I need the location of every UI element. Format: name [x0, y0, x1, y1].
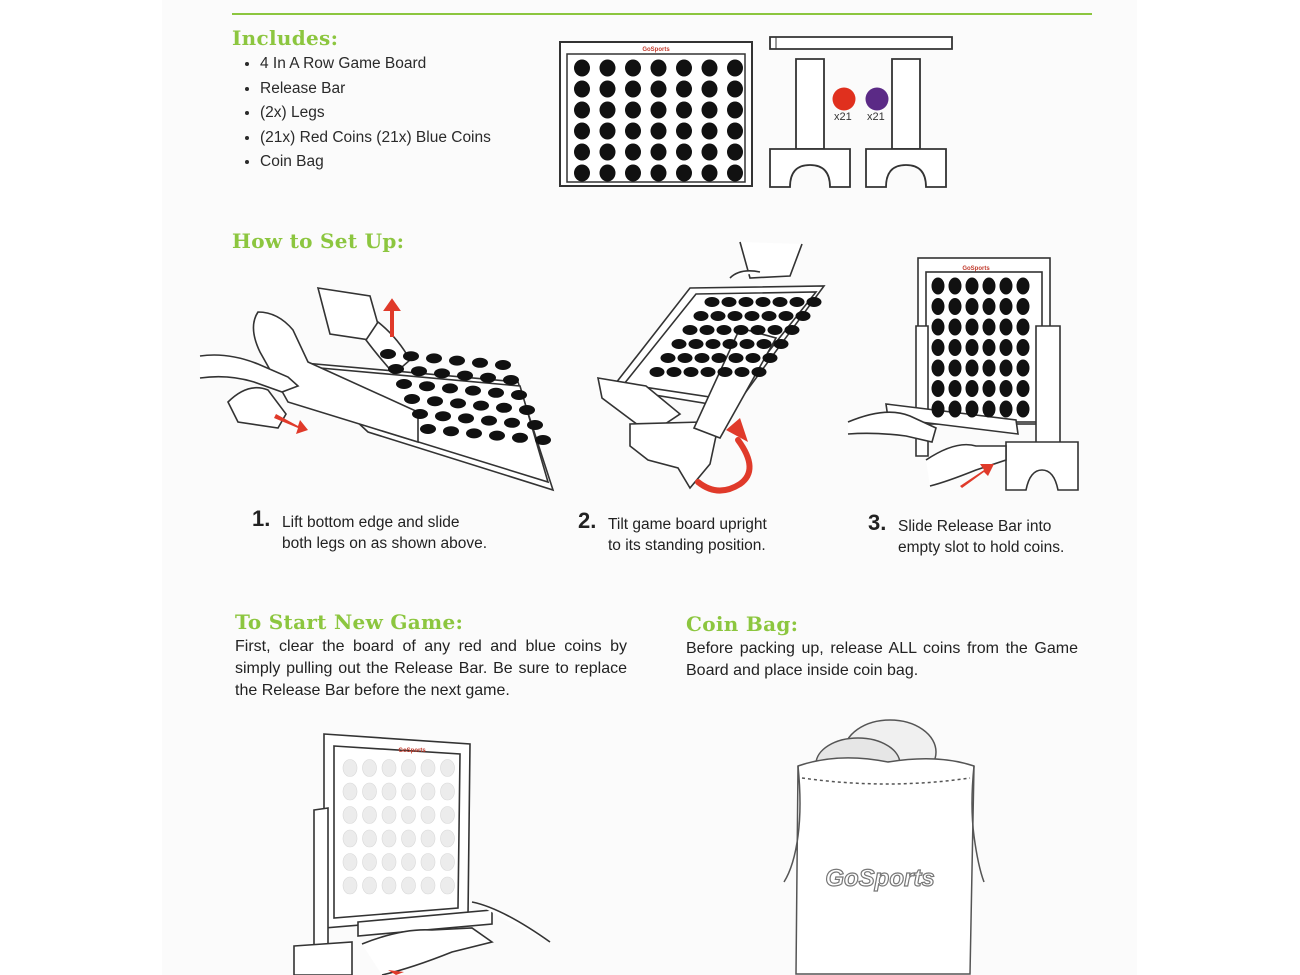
- board-hole: [625, 60, 641, 77]
- board-hole: [1000, 380, 1013, 397]
- step2-illustration: [590, 238, 830, 496]
- board-hole: [700, 325, 715, 335]
- start-game-heading: To Start New Game:: [235, 610, 464, 634]
- board-hole: [403, 351, 419, 361]
- board-hole: [343, 807, 357, 824]
- board-hole: [785, 325, 800, 335]
- board-hole: [404, 394, 420, 404]
- board-hole: [495, 360, 511, 370]
- board-hole: [966, 339, 979, 356]
- board-hole: [574, 165, 590, 182]
- board-hole: [932, 278, 945, 295]
- board-hole: [983, 298, 996, 315]
- board-hole: [717, 325, 732, 335]
- board-hole: [695, 353, 710, 363]
- board-hole: [512, 433, 528, 443]
- board-hole: [796, 311, 811, 321]
- board-hole: [723, 339, 738, 349]
- board-hole: [768, 325, 783, 335]
- board-hole: [706, 339, 721, 349]
- board-hole: [1000, 278, 1013, 295]
- board-hole: [363, 760, 377, 777]
- list-item: • (2x) Legs: [260, 101, 491, 126]
- step-1: [252, 506, 552, 556]
- board-hole: [473, 401, 489, 411]
- step-text: Slide Release Bar into empty slot to hold coins.: [898, 518, 1065, 556]
- board-hole: [363, 877, 377, 894]
- board-hole: [625, 165, 641, 182]
- board-hole: [757, 339, 772, 349]
- board-hole: [702, 165, 718, 182]
- step-number: 2.: [578, 508, 597, 533]
- board-hole: [932, 401, 945, 418]
- board-hole: [727, 165, 743, 182]
- board-hole: [966, 360, 979, 377]
- board-hole: [574, 102, 590, 119]
- board-hole: [1017, 339, 1030, 356]
- board-hole: [676, 102, 692, 119]
- board-hole: [684, 367, 699, 377]
- step3-logo-text: GoSports: [962, 266, 990, 272]
- board-hole: [382, 854, 396, 871]
- board-hole: [457, 371, 473, 381]
- step-text: Lift bottom edge and slide both legs on as shown above.: [282, 514, 488, 552]
- board-hole: [676, 144, 692, 161]
- board-hole: [442, 383, 458, 393]
- board-hole: [402, 877, 416, 894]
- board-hole: [718, 367, 733, 377]
- step1-illustration: [198, 282, 558, 496]
- board-hole: [752, 367, 767, 377]
- board-hole: [421, 783, 435, 800]
- board-hole: [983, 380, 996, 397]
- board-hole: [983, 319, 996, 336]
- leg-right-illustration: [864, 57, 948, 189]
- board-hole: [651, 123, 667, 140]
- board-hole: [932, 319, 945, 336]
- board-hole: [435, 411, 451, 421]
- board-hole: [728, 311, 743, 321]
- board-hole: [574, 60, 590, 77]
- board-hole: [932, 360, 945, 377]
- board-hole: [983, 360, 996, 377]
- board-hole: [489, 431, 505, 441]
- board-hole: [949, 278, 962, 295]
- board-hole: [739, 297, 754, 307]
- release-bar-illustration: [768, 33, 954, 53]
- step-number: 3.: [868, 510, 887, 535]
- board-hole: [756, 297, 771, 307]
- board-hole: [932, 380, 945, 397]
- blue-coin-icon: [864, 86, 890, 112]
- board-hole: [411, 366, 427, 376]
- board-hole: [421, 854, 435, 871]
- blue-coin-count: x21: [867, 111, 885, 123]
- board-hole: [702, 60, 718, 77]
- leg-left-illustration: [768, 57, 852, 189]
- board-hole: [790, 297, 805, 307]
- board-hole: [762, 311, 777, 321]
- board-hole: [949, 360, 962, 377]
- board-hole: [343, 877, 357, 894]
- board-hole: [966, 380, 979, 397]
- bag-logo-text: GoSports: [825, 865, 935, 892]
- board-hole: [511, 390, 527, 400]
- standing-board-illustration: [292, 732, 552, 975]
- board-hole: [735, 367, 750, 377]
- board-hole: [966, 298, 979, 315]
- board-hole: [702, 123, 718, 140]
- board-hole: [702, 81, 718, 98]
- list-item: • 4 In A Row Game Board: [260, 52, 491, 77]
- board-hole: [966, 278, 979, 295]
- board-hole: [535, 435, 551, 445]
- board-hole: [382, 783, 396, 800]
- board-hole: [343, 830, 357, 847]
- board-hole: [694, 311, 709, 321]
- board-hole: [729, 353, 744, 363]
- standing-board-logo: GoSports: [398, 748, 426, 754]
- board-hole: [421, 807, 435, 824]
- board-hole: [727, 123, 743, 140]
- board-hole: [740, 339, 755, 349]
- board-hole: [983, 339, 996, 356]
- board-hole: [678, 353, 693, 363]
- board-hole: [751, 325, 766, 335]
- board-hole: [382, 760, 396, 777]
- board-hole: [1000, 319, 1013, 336]
- board-hole: [343, 783, 357, 800]
- board-hole: [676, 60, 692, 77]
- board-hole: [727, 144, 743, 161]
- board-hole: [1000, 339, 1013, 356]
- board-hole: [676, 165, 692, 182]
- board-hole: [702, 144, 718, 161]
- board-hole: [773, 297, 788, 307]
- board-hole: [949, 401, 962, 418]
- board-hole: [441, 807, 455, 824]
- board-hole: [1000, 298, 1013, 315]
- board-hole: [402, 783, 416, 800]
- board-hole: [421, 877, 435, 894]
- board-hole: [480, 373, 496, 383]
- board-hole: [676, 81, 692, 98]
- board-hole: [363, 807, 377, 824]
- board-hole: [722, 297, 737, 307]
- board-hole: [983, 278, 996, 295]
- board-hole: [426, 353, 442, 363]
- board-hole: [402, 830, 416, 847]
- board-hole: [600, 60, 616, 77]
- step3-illustration: [846, 256, 1082, 496]
- board-hole: [1000, 401, 1013, 418]
- board-hole: [1017, 319, 1030, 336]
- board-hole: [1017, 380, 1030, 397]
- board-hole: [983, 401, 996, 418]
- game-board-illustration: [558, 40, 754, 190]
- step-text: Tilt game board upright to its standing position.: [608, 516, 767, 554]
- board-hole: [711, 311, 726, 321]
- board-hole: [504, 418, 520, 428]
- board-hole: [667, 367, 682, 377]
- board-hole: [672, 339, 687, 349]
- coin-bag-illustration: [778, 716, 988, 975]
- board-hole: [600, 81, 616, 98]
- step-3: [868, 510, 1128, 560]
- board-hole: [363, 783, 377, 800]
- board-hole: [441, 830, 455, 847]
- board-hole: [625, 144, 641, 161]
- list-item: • (21x) Red Coins (21x) Blue Coins: [260, 126, 491, 151]
- includes-list: [240, 52, 491, 175]
- board-hole: [402, 760, 416, 777]
- board-hole: [625, 81, 641, 98]
- board-hole: [382, 807, 396, 824]
- board-hole: [676, 123, 692, 140]
- board-hole: [412, 409, 428, 419]
- board-hole: [1017, 360, 1030, 377]
- board-hole: [683, 325, 698, 335]
- board-hole: [458, 413, 474, 423]
- board-hole: [441, 760, 455, 777]
- board-hole: [651, 144, 667, 161]
- board-hole: [651, 81, 667, 98]
- board-hole: [402, 807, 416, 824]
- board-hole: [441, 877, 455, 894]
- board-hole: [779, 311, 794, 321]
- board-hole: [427, 396, 443, 406]
- board-hole: [932, 339, 945, 356]
- board-hole: [949, 298, 962, 315]
- list-item: • Release Bar: [260, 77, 491, 102]
- board-hole: [343, 854, 357, 871]
- board-hole: [496, 403, 512, 413]
- board-hole: [503, 375, 519, 385]
- board-hole: [702, 102, 718, 119]
- coin-bag-heading: Coin Bag:: [686, 612, 799, 636]
- board-hole: [807, 297, 822, 307]
- board-hole: [382, 830, 396, 847]
- board-hole: [701, 367, 716, 377]
- board-hole: [343, 760, 357, 777]
- board-hole: [420, 424, 436, 434]
- board-hole: [419, 381, 435, 391]
- board-hole: [600, 144, 616, 161]
- board-hole: [705, 297, 720, 307]
- top-divider: [232, 13, 1092, 15]
- board-hole: [441, 854, 455, 871]
- board-hole: [434, 368, 450, 378]
- board-hole: [661, 353, 676, 363]
- board-hole: [481, 416, 497, 426]
- board-hole: [1017, 298, 1030, 315]
- board-hole: [712, 353, 727, 363]
- board-hole: [519, 405, 535, 415]
- board-hole: [450, 398, 466, 408]
- board-hole: [396, 379, 412, 389]
- board-hole: [472, 358, 488, 368]
- list-item: • Coin Bag: [260, 150, 491, 175]
- board-hole: [734, 325, 749, 335]
- step-number: 1.: [252, 506, 271, 531]
- board-hole: [745, 311, 760, 321]
- board-hole: [488, 388, 504, 398]
- board-hole: [600, 102, 616, 119]
- board-hole: [466, 428, 482, 438]
- board-hole: [421, 830, 435, 847]
- board-hole: [746, 353, 761, 363]
- board-hole: [651, 165, 667, 182]
- board-hole: [651, 102, 667, 119]
- includes-heading: Includes:: [232, 26, 339, 50]
- board-hole: [443, 426, 459, 436]
- board-hole: [763, 353, 778, 363]
- board-hole: [1000, 360, 1013, 377]
- board-hole: [388, 364, 404, 374]
- board-hole: [363, 830, 377, 847]
- board-hole: [949, 319, 962, 336]
- board-hole: [727, 102, 743, 119]
- board-hole: [949, 339, 962, 356]
- step-2: [578, 508, 838, 558]
- board-hole: [465, 386, 481, 396]
- board-hole: [382, 877, 396, 894]
- board-hole: [625, 123, 641, 140]
- board-hole: [449, 356, 465, 366]
- coin-bag-text: Before packing up, release ALL coins from the Game Board and place inside coin bag.: [686, 640, 1078, 679]
- board-hole: [441, 783, 455, 800]
- board-hole: [949, 380, 962, 397]
- board-hole: [774, 339, 789, 349]
- board-hole: [966, 319, 979, 336]
- board-hole: [932, 298, 945, 315]
- board-hole: [363, 854, 377, 871]
- start-game-text: First, clear the board of any red and blue coins by simply pulling out the Release Bar. Be sure to replace the Release Bar before the next game.: [235, 638, 627, 699]
- board-logo-text: GoSports: [642, 47, 670, 53]
- board-hole: [1017, 278, 1030, 295]
- red-coin-count: x21: [834, 111, 852, 123]
- board-hole: [600, 165, 616, 182]
- board-hole: [651, 60, 667, 77]
- board-hole: [574, 81, 590, 98]
- board-hole: [574, 144, 590, 161]
- board-hole: [600, 123, 616, 140]
- board-hole: [689, 339, 704, 349]
- board-hole: [727, 81, 743, 98]
- setup-heading: How to Set Up:: [232, 229, 405, 253]
- board-hole: [421, 760, 435, 777]
- red-coin-icon: [831, 86, 857, 112]
- board-hole: [1017, 401, 1030, 418]
- board-hole: [527, 420, 543, 430]
- board-hole: [650, 367, 665, 377]
- board-hole: [380, 349, 396, 359]
- board-hole: [402, 854, 416, 871]
- board-hole: [625, 102, 641, 119]
- board-hole: [574, 123, 590, 140]
- board-hole: [966, 401, 979, 418]
- board-hole: [727, 60, 743, 77]
